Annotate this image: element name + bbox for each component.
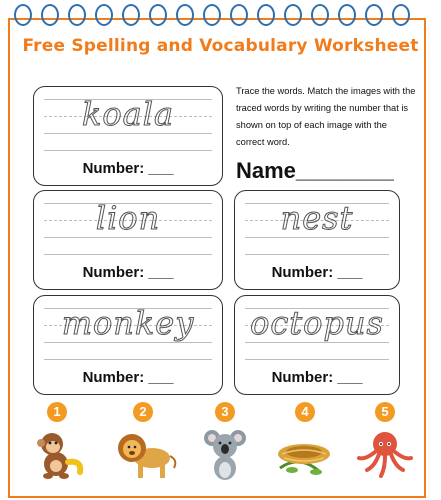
spiral-ring xyxy=(284,4,302,26)
worksheet-title: Free Spelling and Vocabulary Worksheet xyxy=(22,36,419,56)
number-badge: 1 xyxy=(47,402,67,422)
spiral-ring xyxy=(392,4,410,26)
koala-icon xyxy=(190,426,260,482)
trace-word: nest xyxy=(280,199,354,237)
number-blank[interactable]: Number: ___ xyxy=(271,264,363,281)
trace-word: monkey xyxy=(61,304,195,342)
notebook-spiral xyxy=(8,0,433,30)
spiral-ring xyxy=(176,4,194,26)
spiral-ring xyxy=(14,4,32,26)
word-card-lion xyxy=(33,190,223,290)
spiral-ring xyxy=(365,4,383,26)
number-blank[interactable]: Number: ___ xyxy=(82,369,174,386)
animal-item-5 xyxy=(350,402,420,482)
number-badge: 5 xyxy=(375,402,395,422)
number-blank[interactable]: Number: ___ xyxy=(271,369,363,386)
lion-icon xyxy=(108,426,178,482)
octopus-icon xyxy=(350,426,420,482)
spiral-ring xyxy=(203,4,221,26)
trace-word: octopus xyxy=(250,304,384,342)
spiral-ring xyxy=(311,4,329,26)
number-blank[interactable]: Number: ___ xyxy=(82,264,174,281)
spiral-ring xyxy=(149,4,167,26)
animal-item-2 xyxy=(108,402,178,482)
spiral-ring xyxy=(95,4,113,26)
number-badge: 2 xyxy=(133,402,153,422)
word-card-nest xyxy=(234,190,400,290)
spiral-ring xyxy=(257,4,275,26)
animal-item-3 xyxy=(190,402,260,482)
spiral-ring xyxy=(122,4,140,26)
trace-word: lion xyxy=(95,199,161,237)
number-badge: 3 xyxy=(215,402,235,422)
trace-word: koala xyxy=(81,95,175,133)
word-card-monkey xyxy=(33,295,223,395)
spiral-ring xyxy=(68,4,86,26)
spiral-ring xyxy=(230,4,248,26)
number-badge: 4 xyxy=(295,402,315,422)
animal-images-row xyxy=(14,402,424,482)
animal-item-1 xyxy=(22,402,92,482)
word-card-koala xyxy=(33,86,223,186)
number-blank[interactable]: Number: ___ xyxy=(82,160,174,177)
nest-icon xyxy=(270,426,340,482)
name-field[interactable]: Name________ xyxy=(236,158,394,183)
word-card-octopus xyxy=(234,295,400,395)
spiral-ring xyxy=(338,4,356,26)
instructions-text: Trace the words. Match the images with the traced words by writing the number that is shown on top of each image with the correct word. xyxy=(236,86,416,147)
monkey-icon xyxy=(22,426,92,482)
animal-item-4 xyxy=(270,402,340,482)
spiral-ring xyxy=(41,4,59,26)
